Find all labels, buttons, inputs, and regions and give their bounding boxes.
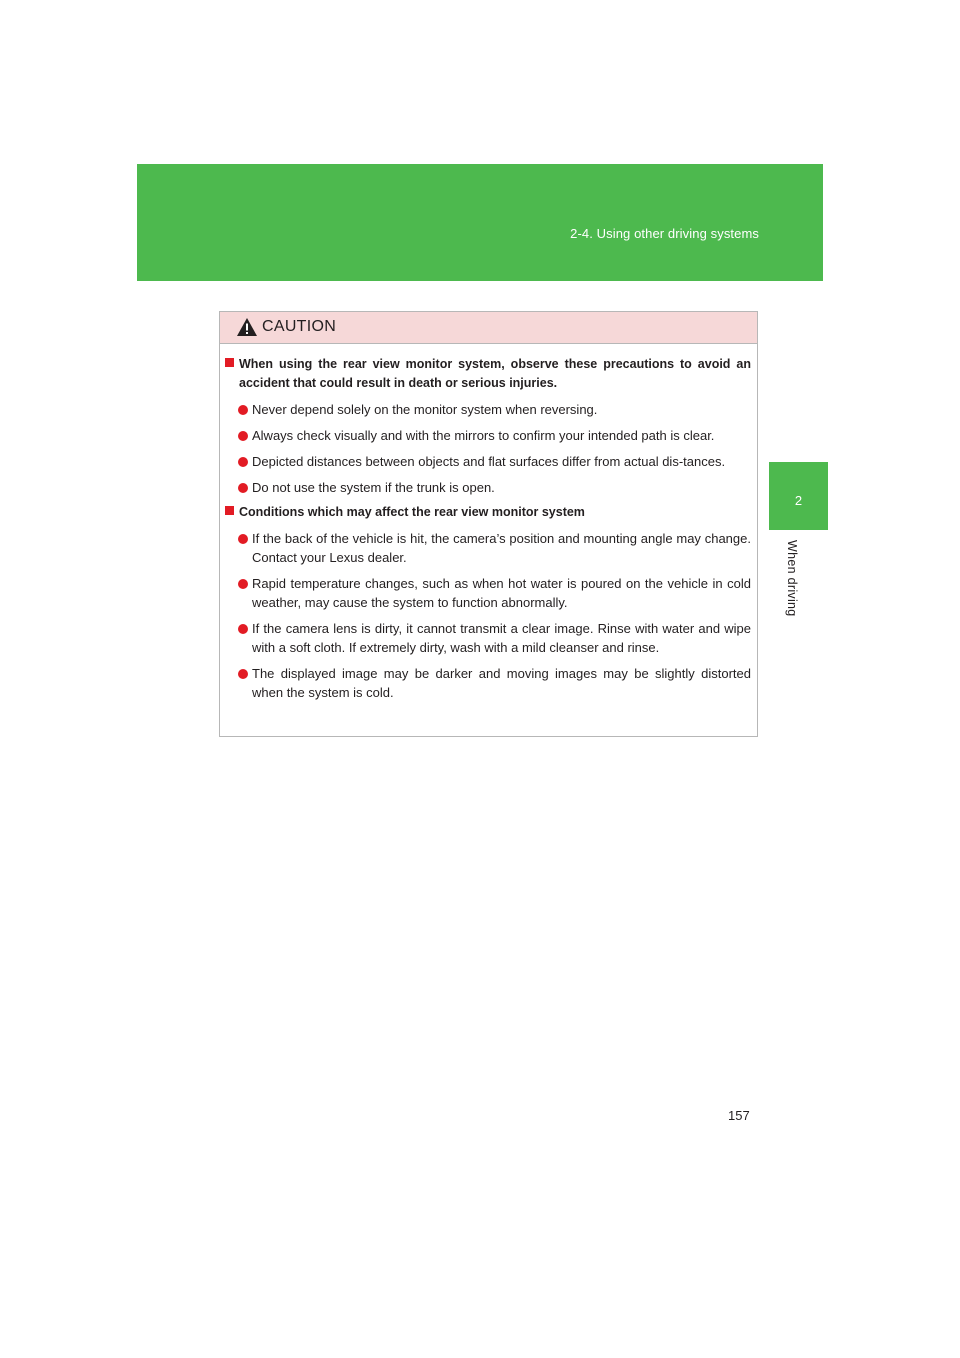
red-square-icon	[225, 358, 234, 367]
bullet-item	[220, 452, 751, 471]
red-bullet-icon	[238, 669, 248, 679]
chapter-tab	[769, 462, 828, 530]
red-bullet-icon	[238, 483, 248, 493]
bullet-item	[220, 400, 751, 419]
red-bullet-icon	[238, 431, 248, 441]
caution-section	[220, 503, 751, 522]
chapter-number: 2	[794, 493, 803, 508]
warning-triangle-icon	[236, 317, 258, 337]
section-title: 2-4. Using other driving systems	[570, 226, 759, 241]
red-bullet-icon	[238, 579, 248, 589]
caution-box	[219, 311, 758, 737]
caution-section	[220, 355, 751, 393]
chapter-label: When driving	[785, 540, 799, 617]
bullet-text: Depicted distances between objects and flat surfaces differ from actual dis-tances.	[252, 454, 726, 469]
bullet-text: Never depend solely on the monitor system when reversing.	[252, 402, 598, 417]
bullet-text: Rapid temperature changes, such as when hot water is poured on the vehicle in cold weather, may cause the system to function abnormally.	[252, 576, 751, 610]
caution-title: CAUTION	[262, 318, 337, 335]
page-number: 157	[728, 1108, 750, 1123]
bullet-item	[220, 574, 751, 612]
section-heading: When using the rear view monitor system, observe these precautions to avoid an accident that could result in death or serious injuries.	[239, 357, 751, 390]
caution-body	[220, 344, 757, 702]
bullet-text: If the camera lens is dirty, it cannot transmit a clear image. Rinse with water and wipe with a soft cloth. If extremely dirty, wash with a mild cleanser and rinse.	[252, 621, 751, 655]
bullet-item	[220, 426, 751, 445]
red-bullet-icon	[238, 534, 248, 544]
bullet-item	[220, 619, 751, 657]
bullet-item	[220, 478, 751, 497]
bullet-text: The displayed image may be darker and moving images may be slightly distorted when the system is cold.	[252, 666, 751, 700]
section-heading: Conditions which may affect the rear view monitor system	[239, 505, 585, 519]
section-header-band	[137, 164, 823, 281]
red-bullet-icon	[238, 457, 248, 467]
bullet-item	[220, 664, 751, 702]
bullet-item	[220, 529, 751, 567]
red-bullet-icon	[238, 624, 248, 634]
red-bullet-icon	[238, 405, 248, 415]
bullet-text: Do not use the system if the trunk is open.	[252, 480, 495, 495]
bullet-text: If the back of the vehicle is hit, the camera’s position and mounting angle may change. Contact your Lexus dealer.	[252, 531, 751, 565]
red-square-icon	[225, 506, 234, 515]
bullet-text: Always check visually and with the mirrors to confirm your intended path is clear.	[252, 428, 715, 443]
caution-header	[220, 312, 757, 344]
